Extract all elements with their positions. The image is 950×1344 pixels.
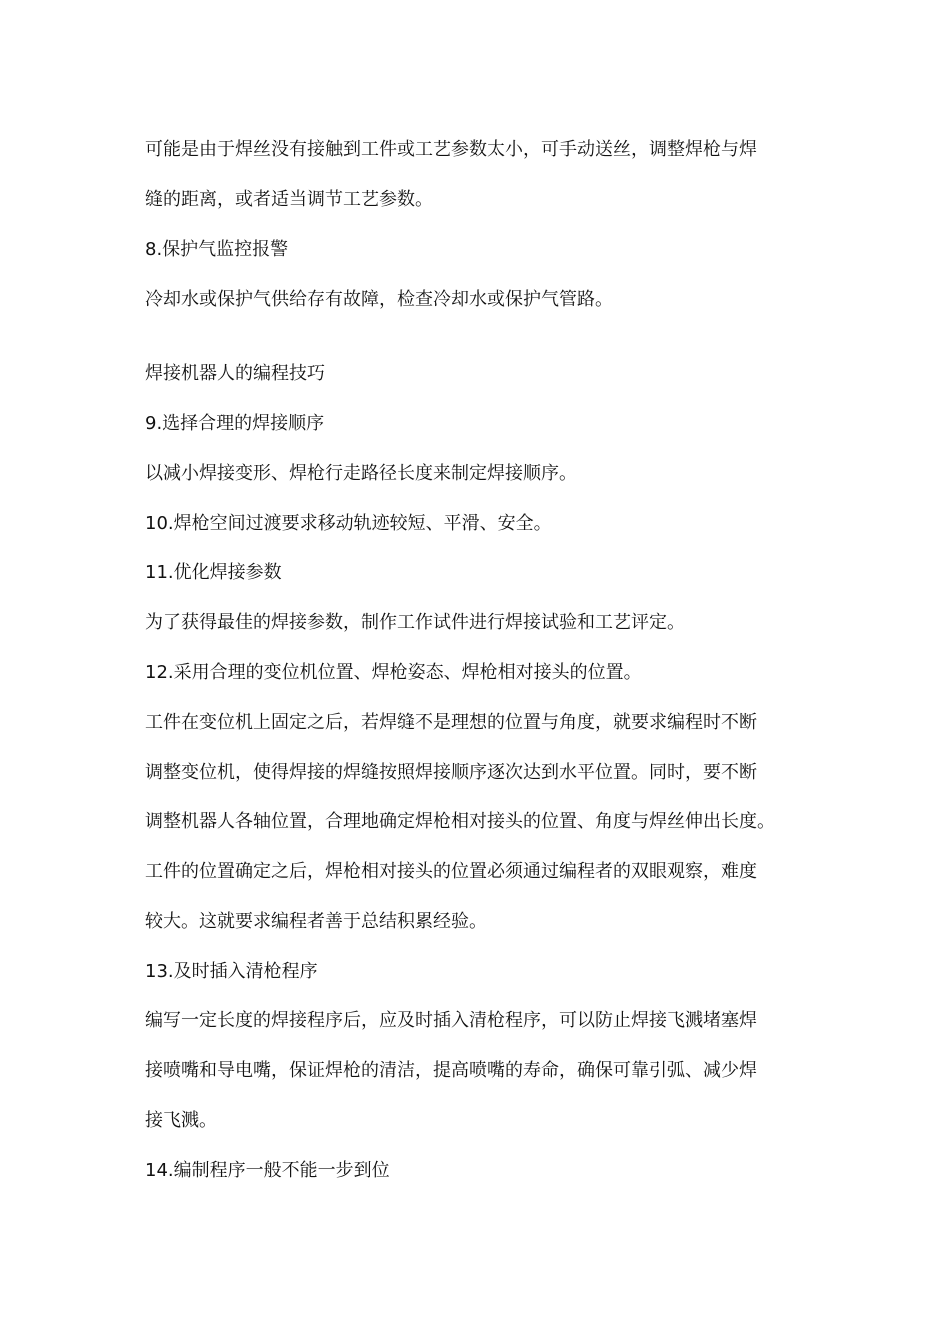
paragraph-line: 较大。这就要求编程者善于总结积累经验。 bbox=[145, 911, 487, 932]
section-heading: 10.焊枪空间过渡要求移动轨迹较短、平滑、安全。 bbox=[145, 513, 552, 534]
paragraph-line: 调整机器人各轴位置，合理地确定焊枪相对接头的位置、角度与焊丝伸出长度。 bbox=[145, 811, 775, 832]
paragraph-line: 调整变位机，使得焊接的焊缝按照焊接顺序逐次达到水平位置。同时，要不断 bbox=[145, 762, 757, 783]
paragraph-line: 为了获得最佳的焊接参数，制作工作试件进行焊接试验和工艺评定。 bbox=[145, 612, 685, 633]
paragraph-line: 以减小焊接变形、焊枪行走路径长度来制定焊接顺序。 bbox=[145, 463, 577, 484]
paragraph-line: 可能是由于焊丝没有接触到工件或工艺参数太小，可手动送丝，调整焊枪与焊 bbox=[145, 139, 757, 160]
paragraph-line: 接喷嘴和导电嘴，保证焊枪的清洁，提高喷嘴的寿命，确保可靠引弧、减少焊 bbox=[145, 1060, 757, 1081]
section-heading: 14.编制程序一般不能一步到位 bbox=[145, 1160, 390, 1181]
paragraph-line: 冷却水或保护气供给存有故障，检查冷却水或保护气管路。 bbox=[145, 289, 613, 310]
section-heading: 12.采用合理的变位机位置、焊枪姿态、焊枪相对接头的位置。 bbox=[145, 662, 642, 683]
section-title: 焊接机器人的编程技巧 bbox=[145, 363, 325, 384]
section-heading: 11.优化焊接参数 bbox=[145, 562, 282, 583]
section-heading: 8.保护气监控报警 bbox=[145, 239, 289, 260]
paragraph-line: 接飞溅。 bbox=[145, 1110, 217, 1131]
section-heading: 13.及时插入清枪程序 bbox=[145, 961, 318, 982]
paragraph-line: 工件在变位机上固定之后，若焊缝不是理想的位置与角度，就要求编程时不断 bbox=[145, 712, 757, 733]
section-heading: 9.选择合理的焊接顺序 bbox=[145, 413, 325, 434]
paragraph-line: 工件的位置确定之后，焊枪相对接头的位置必须通过编程者的双眼观察，难度 bbox=[145, 861, 757, 882]
paragraph-line: 缝的距离，或者适当调节工艺参数。 bbox=[145, 189, 433, 210]
paragraph-line: 编写一定长度的焊接程序后，应及时插入清枪程序，可以防止焊接飞溅堵塞焊 bbox=[145, 1010, 757, 1031]
